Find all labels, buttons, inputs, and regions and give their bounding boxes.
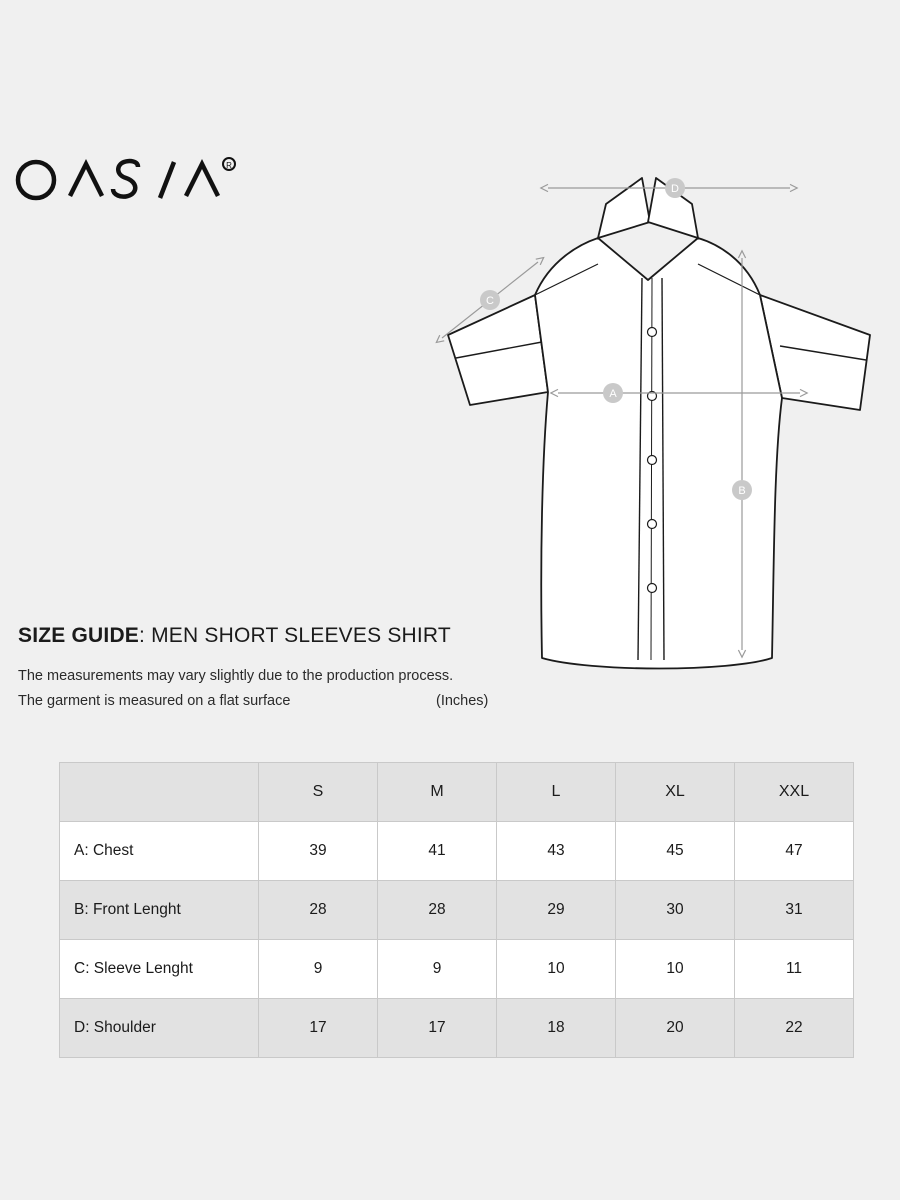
shirt-diagram	[430, 160, 900, 690]
cell-chest-xl: 45	[616, 822, 735, 881]
size-chart-table	[59, 762, 854, 1058]
cell-front-length-xl: 30	[616, 881, 735, 940]
table-column-header-s: S	[259, 763, 378, 822]
registered-mark: R	[226, 161, 232, 170]
measurement-note-line-2: The garment is measured on a flat surface	[18, 693, 291, 709]
cell-sleeve-length-l: 10	[497, 940, 616, 999]
cell-shoulder-xl: 20	[616, 999, 735, 1058]
table-corner-cell	[60, 763, 259, 822]
brand-logo	[14, 150, 264, 210]
cell-sleeve-length-xl: 10	[616, 940, 735, 999]
cell-front-length-s: 28	[259, 881, 378, 940]
table-header-row	[60, 763, 854, 822]
table-row	[60, 999, 854, 1058]
table-column-header-m: M	[378, 763, 497, 822]
diagram-marker-a: A	[609, 388, 617, 400]
cell-chest-l: 43	[497, 822, 616, 881]
page-title-rest: : MEN SHORT SLEEVES SHIRT	[139, 624, 451, 647]
cell-shoulder-s: 17	[259, 999, 378, 1058]
row-label-shoulder: D: Shoulder	[60, 999, 259, 1058]
page-title-strong: SIZE GUIDE	[18, 624, 140, 647]
row-label-sleeve-length: C: Sleeve Lenght	[60, 940, 259, 999]
cell-sleeve-length-m: 9	[378, 940, 497, 999]
table-column-header-xl: XL	[616, 763, 735, 822]
cell-chest-s: 39	[259, 822, 378, 881]
table-column-header-xxl: XXL	[735, 763, 854, 822]
cell-sleeve-length-s: 9	[259, 940, 378, 999]
measurement-note-line-1: The measurements may vary slightly due to the production process.	[18, 668, 454, 684]
diagram-marker-d: D	[671, 183, 679, 195]
measurement-note	[18, 664, 618, 714]
size-guide-heading	[18, 622, 618, 714]
cell-sleeve-length-xxl: 11	[735, 940, 854, 999]
cell-shoulder-l: 18	[497, 999, 616, 1058]
row-label-front-length: B: Front Lenght	[60, 881, 259, 940]
diagram-marker-c: C	[486, 295, 494, 307]
diagram-marker-b: B	[738, 485, 746, 497]
cell-chest-xxl: 47	[735, 822, 854, 881]
table-row	[60, 822, 854, 881]
cell-shoulder-m: 17	[378, 999, 497, 1058]
table-column-header-l: L	[497, 763, 616, 822]
cell-shoulder-xxl: 22	[735, 999, 854, 1058]
table-row	[60, 881, 854, 940]
cell-front-length-l: 29	[497, 881, 616, 940]
unit-label: (Inches)	[436, 693, 489, 709]
cell-front-length-xxl: 31	[735, 881, 854, 940]
cell-front-length-m: 28	[378, 881, 497, 940]
table-row	[60, 940, 854, 999]
page-title	[18, 622, 618, 650]
cell-chest-m: 41	[378, 822, 497, 881]
row-label-chest: A: Chest	[60, 822, 259, 881]
